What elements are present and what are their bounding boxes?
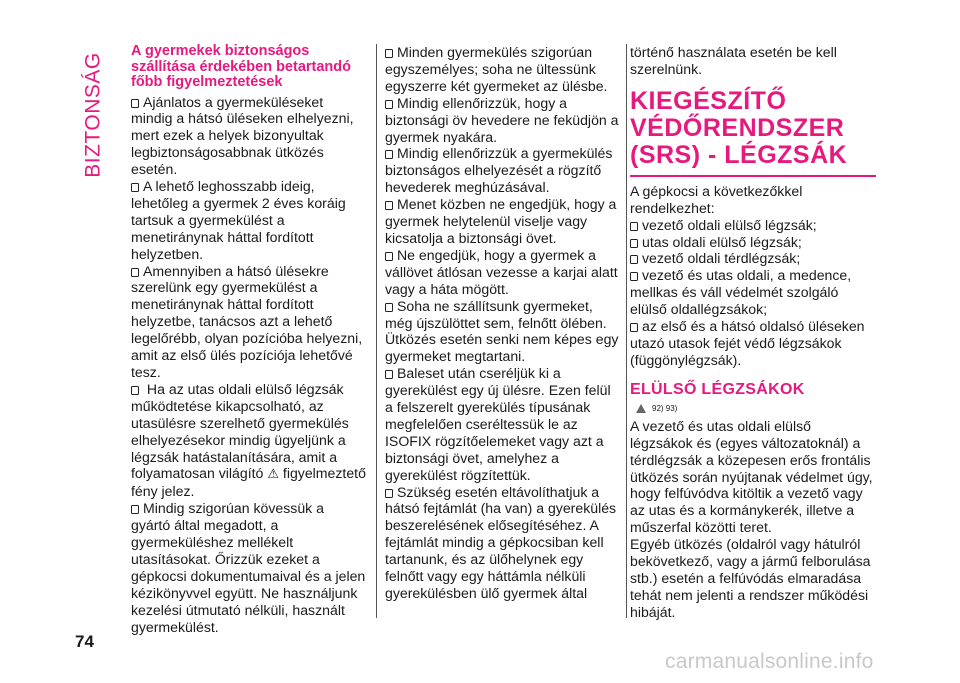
section-tab	[77, 42, 111, 187]
paragraph: A vezető és utas oldali elülső légzsákok és (egyes változatoknál) a térdlégzsák a közepesen erős frontális ütközés során nyújtanak védelmet úgy, hogy felfúvódva kitöltik a vezető vagy az utas és a kormánykerék, illetve a műszerfal közötti teret.	[630, 417, 873, 536]
bullet-item: utas oldali elülső légzsák;	[630, 234, 876, 251]
column-divider	[376, 44, 377, 618]
bullet-item: Ajánlatos a gyermeküléseket mindig a hátsó üléseken elhelyezni, mert ezek a helyek bizonyultak legbiztonságosabbnak ütközés esetén.	[131, 94, 367, 179]
bullet-item	[131, 381, 367, 500]
section-subheading: A gyermekek biztonságos szállítása érdekében betartandó főbb figyelmeztetések	[131, 43, 351, 90]
bullet-item: vezető oldali térdlégzsák;	[630, 250, 876, 267]
column-2	[385, 44, 621, 602]
warning-refs	[630, 403, 876, 415]
bullet-item: Mindig ellenőrizzük a gyermekülés biztonságos elhelyezését a rögzítő hevederek meghúzásával.	[385, 145, 621, 196]
footer-watermark: carmanualsonline.info	[665, 650, 874, 673]
bullet-item: Mindig szigorúan kövessük a gyártó által megadott, a gyermeküléshez mellékelt utasításokat. Őrizzük ezeket a gépkocsi dokumentumaival és a jelen kézikönyvvel együtt. Ne használjunk kezelési útmutató nélküli, használt gyermekülést.	[131, 500, 366, 635]
bullet-item: az első és a hátsó oldalsó üléseken utazó utasok fejét védő légzsákok (függönylégzsák).	[630, 318, 876, 369]
intro-text: A gépkocsi a következőkkel rendelkezhet:	[630, 182, 803, 216]
column-1	[131, 44, 367, 636]
bullet-item: vezető és utas oldali, a medence, mellkas és váll védelmét szolgáló elülső oldallégzsákok;	[630, 267, 876, 318]
airbag-off-icon: ⚠	[267, 466, 279, 482]
bullet-item: vezető oldali elülső légzsák;	[630, 217, 876, 234]
section-tab-label: BIZTONSÁG	[82, 51, 105, 178]
bullet-item: Baleset után cseréljük ki a gyerekülést egy új ülésre. Ezen felül a felszerelt gyerekülés típusának megfelelően cseréltessük le az ISOFIX rögzítőelemeket vagy azt a biztonsági övet, amelyhez a gyerekülést rögzítettük.	[385, 365, 621, 483]
bullet-text: figyelmeztető fény jelez.	[131, 465, 366, 500]
bullet-item: Soha ne szállítsunk gyermeket, még újszülöttet sem, felnőtt ölében. Ütközés esetén senki nem képes egy gyermeket megtartani.	[385, 298, 621, 366]
column-3	[630, 44, 876, 621]
warning-icon	[636, 404, 646, 413]
bullet-text: Ha az utas oldali elülső légzsák működtetése kikapcsolható, az utasülésre szerelhető gyermekülés elhelyezésekor mindig ügyeljünk a légzsák hatástalanítására, amit a folyamatosan világító	[131, 380, 349, 482]
bullet-item: Ne engedjük, hogy a gyermek a vállövet átlósan vezesse a karjai alatt vagy a háta mögött.	[385, 247, 621, 298]
paragraph: Egyéb ütközés (oldalról vagy hátulról bekövetkező, vagy a jármű felborulása stb.) esetén a felfúvódás elmaradása tehát nem jelenti a rendszer működési hibáját.	[630, 536, 871, 620]
subsection-heading: ELÜLSŐ LÉGZSÁKOK	[630, 380, 805, 398]
bullet-item: Menet közben ne engedjük, hogy a gyermek helytelenül viselje vagy kicsatolja a biztonsági övet.	[385, 196, 621, 247]
section-heading: KIEGÉSZÍTŐ VÉDŐRENDSZER (SRS) - LÉGZSÁK	[630, 88, 876, 177]
bullet-item: Amennyiben a hátsó ülésekre szerelünk egy gyermekülést a menetiránynak háttal fordított helyzetbe, tanácsos azt a lehető legelőrébb, olyan pozícióba helyezni, amit az első ülés pozíciója lehetővé tesz.	[131, 263, 367, 381]
bullet-item: Minden gyermekülés szigorúan egyszemélyes; soha ne ültessünk egyszerre két gyermeket az ülésbe.	[385, 44, 621, 95]
bullet-item: Szükség esetén eltávolíthatjuk a hátsó fejtámlát (ha van) a gyerekülés beszerelésének elősegítéséhez. A fejtámlát mindig a gépkocsiban kell tartanunk, és az ülőhelynek egy felnőtt vagy egy háttámla nélküli gyerekülésben ülő gyermek által	[385, 484, 621, 602]
continued-text: történő használata esetén be kell szerelnünk.	[630, 44, 837, 77]
page-number: 74	[75, 632, 94, 651]
bullet-item: A lehető leghosszabb ideig, lehetőleg a gyermek 2 éves koráig tartsuk a gyermekülést a menetiránynak háttal fordított helyzetben.	[131, 178, 367, 263]
column-divider	[626, 44, 627, 618]
bullet-item: Mindig ellenőrizzük, hogy a biztonsági öv hevedere ne feküdjön a gyermek nyakára.	[385, 95, 621, 146]
warning-ref-numbers: 92) 93)	[652, 403, 678, 413]
